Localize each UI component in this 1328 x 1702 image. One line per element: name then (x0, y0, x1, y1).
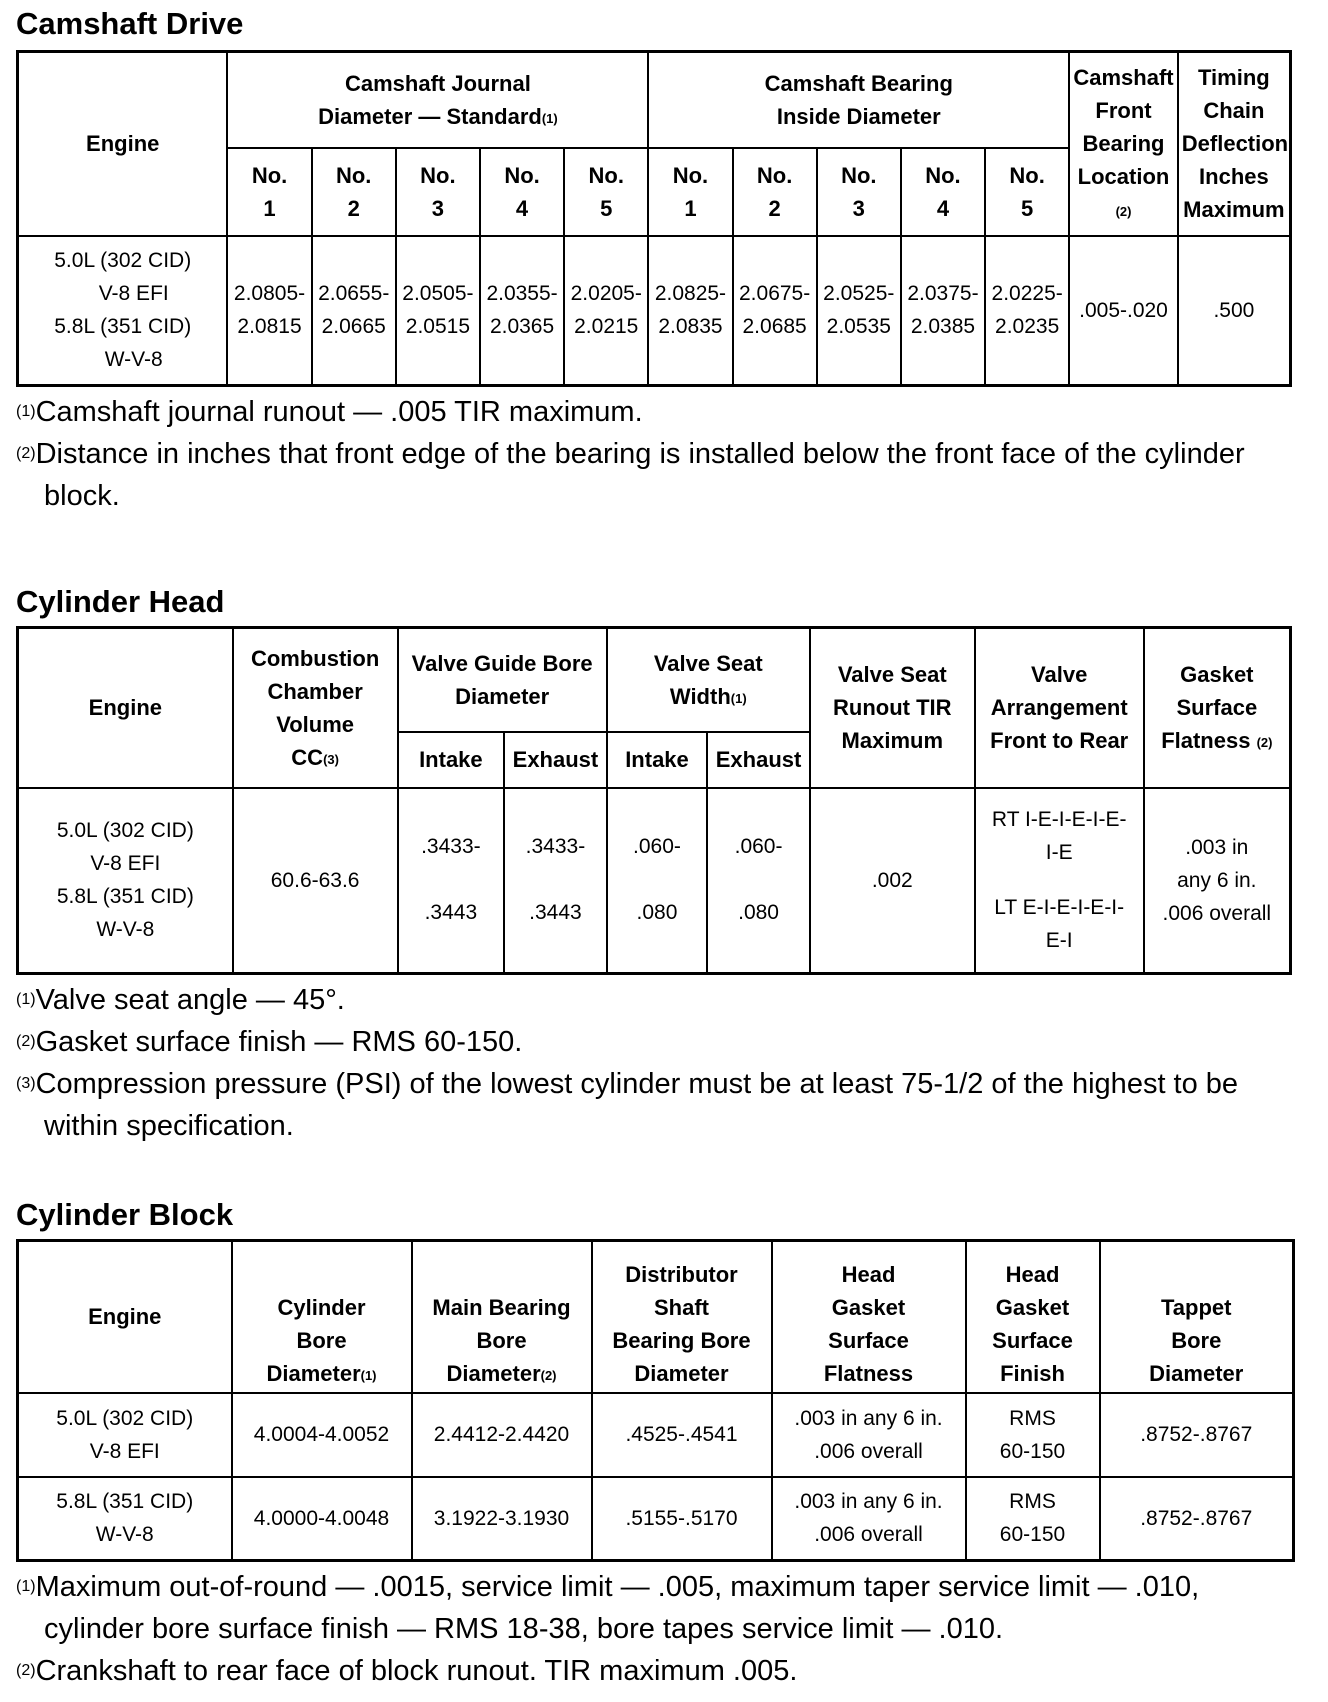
col-header-seat-intake: Intake (607, 732, 708, 788)
col-header-distributor-shaft-bore: Distributor Shaft Bearing Bore Diameter (592, 1241, 772, 1393)
col-header-cylinder-bore: Cylinder Bore Diameter$^{(1)}$ (232, 1241, 412, 1393)
table-row (18, 1477, 1294, 1561)
col-header-gasket-flatness: Gasket Surface Flatness $^{(2)}$ (1144, 628, 1291, 788)
gasket-flatness-value: .003 in any 6 in. .006 overall (772, 1477, 966, 1561)
tappet-value: .8752-.8767 (1100, 1393, 1294, 1477)
bearing-value-1: 2.0825- 2.0835 (648, 236, 732, 386)
bore-value: 4.0004-4.0052 (232, 1393, 412, 1477)
journal-no-2: No. 2 (312, 148, 396, 236)
col-header-front-bearing-location: Camshaft Front Bearing Location $^{(2)}$ (1069, 52, 1178, 236)
bearing-value-4: 2.0375- 2.0385 (901, 236, 985, 386)
cylinder-head-title: Cylinder Head (16, 584, 225, 619)
cylinder-block-table (16, 1239, 1295, 1562)
cylinder-head-table (16, 626, 1292, 975)
camshaft-drive-table (16, 50, 1292, 387)
col-header-combustion-volume: Combustion Chamber Volume CC$^{(3)}$ (233, 628, 398, 788)
col-header-timing-chain-deflection: Timing Chain Deflection Inches Maximum (1178, 52, 1291, 236)
table-row (18, 1393, 1294, 1477)
col-header-main-bearing-bore: Main Bearing Bore Diameter$^{(2)}$ (412, 1241, 592, 1393)
journal-no-1: No. 1 (227, 148, 311, 236)
table-row (18, 788, 1291, 974)
journal-value-1: 2.0805- 2.0815 (227, 236, 311, 386)
camshaft-footnotes (16, 391, 1292, 517)
bearing-no-3: No. 3 (817, 148, 901, 236)
footnote: $^{(2)}$Distance in inches that front edge of the bearing is installed below the front face of the cylinder block. (16, 438, 1245, 512)
bearing-no-1: No. 1 (648, 148, 732, 236)
bearing-no-4: No. 4 (901, 148, 985, 236)
cylinder-block-title: Cylinder Block (16, 1197, 234, 1232)
col-header-engine: Engine (18, 1241, 232, 1393)
footnote: $^{(2)}$Crankshaft to rear face of block runout. TIR maximum .005. (16, 1655, 798, 1687)
seat-exhaust-value: .060- .080 (707, 788, 810, 974)
gasket-flatness-value: .003 in any 6 in. .006 overall (1144, 788, 1291, 974)
engine-cell: 5.8L (351 CID) W-V-8 (18, 1477, 232, 1561)
seat-intake-value: .060- .080 (607, 788, 708, 974)
footnote: $^{(2)}$Gasket surface finish — RMS 60-150. (16, 1026, 523, 1058)
front-location-value: .005-.020 (1069, 236, 1178, 386)
arrangement-value: RT I-E-I-E-I-E- I-E LT E-I-E-I-E-I- E-I (975, 788, 1144, 974)
camshaft-drive-title: Camshaft Drive (16, 6, 244, 41)
main-bearing-value: 2.4412-2.4420 (412, 1393, 592, 1477)
main-bearing-value: 3.1922-3.1930 (412, 1477, 592, 1561)
gasket-finish-value: RMS 60-150 (966, 1393, 1100, 1477)
footnote: $^{(1)}$Camshaft journal runout — .005 TIR maximum. (16, 396, 643, 428)
col-header-guide-exhaust: Exhaust (504, 732, 607, 788)
col-header-valve-arrangement: Valve Arrangement Front to Rear (975, 628, 1144, 788)
bearing-no-5: No. 5 (985, 148, 1069, 236)
footnote: $^{(1)}$Maximum out-of-round — .0015, service limit — .005, maximum taper service limit — .010, cylinder bore surface finish — RMS 18-38, bore tapes service limit — .010. (16, 1571, 1200, 1645)
col-header-head-gasket-flatness: Head Gasket Surface Flatness (772, 1241, 966, 1393)
col-header-valve-guide-bore: Valve Guide Bore Diameter (398, 628, 607, 732)
journal-no-3: No. 3 (396, 148, 480, 236)
bearing-value-2: 2.0675- 2.0685 (733, 236, 817, 386)
cylinder-head-section (16, 584, 1292, 1147)
timing-deflection-value: .500 (1178, 236, 1291, 386)
journal-value-5: 2.0205- 2.0215 (564, 236, 648, 386)
bearing-value-5: 2.0225- 2.0235 (985, 236, 1069, 386)
bore-value: 4.0000-4.0048 (232, 1477, 412, 1561)
bearing-value-3: 2.0525- 2.0535 (817, 236, 901, 386)
col-header-journal-diameter: Camshaft Journal Diameter — Standard$^{(1)}$ (227, 52, 648, 148)
cylinder-block-footnotes (16, 1566, 1292, 1692)
journal-no-5: No. 5 (564, 148, 648, 236)
guide-intake-value: .3433- .3443 (398, 788, 505, 974)
cylinder-head-footnotes (16, 979, 1292, 1147)
tappet-value: .8752-.8767 (1100, 1477, 1294, 1561)
col-header-tappet-bore: Tappet Bore Diameter (1100, 1241, 1294, 1393)
col-header-seat-exhaust: Exhaust (707, 732, 810, 788)
runout-value: .002 (810, 788, 975, 974)
journal-value-4: 2.0355- 2.0365 (480, 236, 564, 386)
distributor-value: .5155-.5170 (592, 1477, 772, 1561)
table-row (18, 236, 1291, 386)
gasket-finish-value: RMS 60-150 (966, 1477, 1100, 1561)
journal-no-4: No. 4 (480, 148, 564, 236)
footnote: $^{(1)}$Valve seat angle — 45°. (16, 984, 345, 1016)
distributor-value: .4525-.4541 (592, 1393, 772, 1477)
engine-cell: 5.0L (302 CID) V-8 EFI (18, 1393, 232, 1477)
journal-value-2: 2.0655- 2.0665 (312, 236, 396, 386)
bearing-no-2: No. 2 (733, 148, 817, 236)
cylinder-block-section (16, 1197, 1292, 1692)
combustion-value: 60.6-63.6 (233, 788, 398, 974)
journal-value-3: 2.0505- 2.0515 (396, 236, 480, 386)
footnote: $^{(3)}$Compression pressure (PSI) of the lowest cylinder must be at least 75-1/2 of the highest to be within specification. (16, 1068, 1239, 1142)
col-header-valve-seat-runout: Valve Seat Runout TIR Maximum (810, 628, 975, 788)
col-header-valve-seat-width: Valve Seat Width$^{(1)}$ (607, 628, 810, 732)
col-header-guide-intake: Intake (398, 732, 505, 788)
gasket-flatness-value: .003 in any 6 in. .006 overall (772, 1393, 966, 1477)
col-header-head-gasket-finish: Head Gasket Surface Finish (966, 1241, 1100, 1393)
col-header-engine: Engine (18, 628, 233, 788)
engine-cell: 5.0L (302 CID) V-8 EFI 5.8L (351 CID) W-V-8 (18, 236, 228, 386)
engine-cell: 5.0L (302 CID) V-8 EFI 5.8L (351 CID) W-V-8 (18, 788, 233, 974)
guide-exhaust-value: .3433- .3443 (504, 788, 607, 974)
camshaft-drive-section (16, 6, 1292, 517)
col-header-bearing-inside-diameter: Camshaft Bearing Inside Diameter (648, 52, 1069, 148)
col-header-engine: Engine (18, 52, 228, 236)
